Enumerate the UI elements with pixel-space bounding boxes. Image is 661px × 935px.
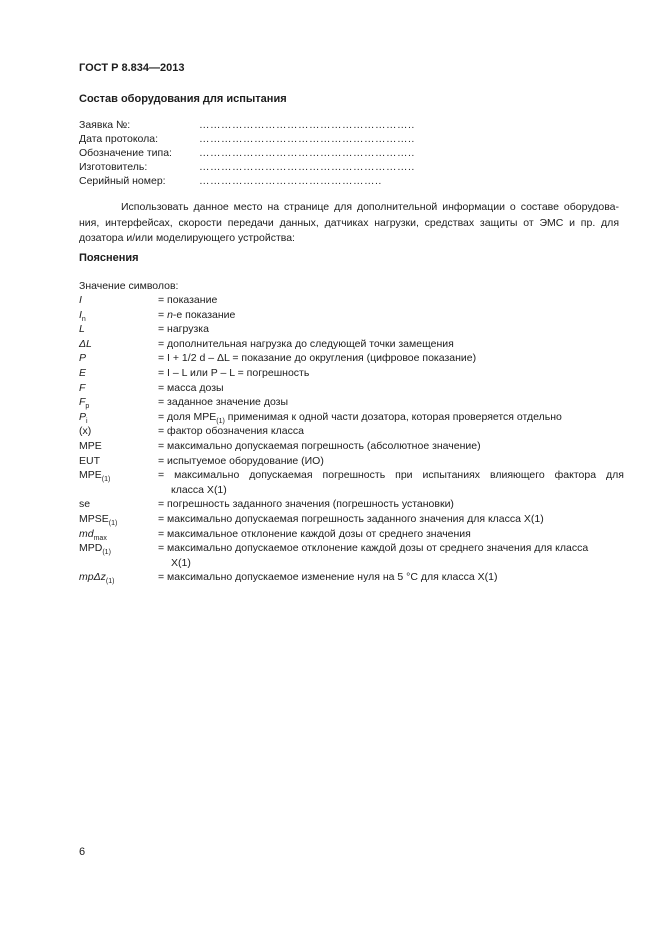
form-fill-line: ………………………………………………….. bbox=[199, 161, 415, 173]
symbol-code: se bbox=[79, 498, 91, 511]
form-fill-line: ………………………………………………….. bbox=[199, 133, 415, 145]
symbol-row bbox=[79, 454, 624, 469]
form-row-serial bbox=[79, 174, 599, 188]
symbol-row bbox=[79, 439, 624, 454]
symbol-code: $MPD_{(1)}$ bbox=[79, 542, 111, 557]
standard-number: ГОСТ Р 8.834—2013 bbox=[79, 62, 185, 74]
symbol-row bbox=[79, 570, 624, 585]
symbol-row bbox=[79, 512, 624, 527]
symbol-row bbox=[79, 308, 624, 323]
form-label: Серийный номер: bbox=[79, 175, 166, 187]
symbol-definition: = показание bbox=[158, 294, 218, 306]
symbol-row bbox=[79, 468, 624, 497]
symbol-definition: = погрешность заданного значения (погрешность установки) bbox=[158, 498, 454, 511]
page-number: 6 bbox=[79, 846, 86, 858]
form-row-manufacturer bbox=[79, 160, 599, 174]
section-title-explanations: Пояснения bbox=[79, 252, 139, 264]
form-label: Дата протокола: bbox=[79, 133, 159, 145]
symbol-code: $F_p$ bbox=[79, 396, 90, 411]
symbol-definition: = дополнительная нагрузка до следующей точки замещения bbox=[158, 337, 454, 350]
symbol-row bbox=[79, 366, 624, 381]
symbol-row bbox=[79, 293, 624, 308]
symbol-code: P bbox=[79, 352, 87, 365]
symbol-code: $P_i$ bbox=[79, 410, 88, 425]
symbol-row bbox=[79, 541, 624, 570]
info-form bbox=[79, 118, 599, 188]
symbol-row bbox=[79, 381, 624, 396]
symbol-code: (x) bbox=[79, 425, 92, 438]
symbol-definition: = I – L или P – L = погрешность bbox=[158, 366, 310, 379]
symbol-definition: = испытуемое оборудование (ИО) bbox=[158, 454, 324, 467]
form-label: Обозначение типа: bbox=[79, 147, 172, 159]
symbol-definition: = масса дозы bbox=[158, 381, 224, 394]
symbol-definition: = максимально допускаемое отклонение каждой дозы от среднего значения для класса X(1) bbox=[158, 542, 589, 569]
symbol-code: L bbox=[79, 323, 85, 336]
symbol-code: MPE bbox=[79, 439, 102, 452]
symbol-definition: = n-е показание bbox=[158, 308, 236, 321]
symbol-code: $MPE_{(1)}$ bbox=[79, 469, 111, 484]
symbol-row bbox=[79, 497, 624, 512]
symbol-code: E bbox=[79, 366, 87, 379]
form-fill-line: ………………………………………….. bbox=[199, 175, 382, 187]
form-row-application bbox=[79, 118, 599, 132]
form-fill-line: ………………………………………………….. bbox=[199, 147, 415, 159]
symbol-definition: = максимальное отклонение каждой дозы от среднего значения bbox=[158, 527, 471, 540]
symbol-code: ΔL bbox=[79, 337, 92, 350]
symbol-definition: = I + 1/2 d – ΔL = показание до округления (цифровое показание) bbox=[158, 352, 477, 365]
symbol-definition: = нагрузка bbox=[158, 323, 209, 336]
symbols-list bbox=[79, 293, 624, 585]
symbol-code: F bbox=[79, 381, 86, 394]
symbol-code: $md_{max}$ bbox=[79, 527, 107, 542]
section-title-equipment: Состав оборудования для испытания bbox=[79, 93, 287, 105]
form-row-protocol-date bbox=[79, 132, 599, 146]
symbol-code: $I_n$ bbox=[79, 308, 86, 323]
symbol-row bbox=[79, 410, 624, 425]
paragraph-text: Использовать данное место на странице для дополнительной информации о составе оборудова-ния, интерфейсах, скорости передачи данных, датчиках нагрузки, средствах защиты от ЭМС и пр. для дозатора и/или моделирующего устройства: bbox=[79, 201, 619, 244]
symbol-row bbox=[79, 322, 624, 337]
symbol-row bbox=[79, 395, 624, 410]
symbol-row bbox=[79, 424, 624, 439]
symbol-definition: = фактор обозначения класса bbox=[158, 425, 304, 438]
symbol-definition: = максимально допускаемая погрешность (абсолютное значение) bbox=[158, 439, 481, 452]
symbol-code: mpΔz$_{(1)}$ bbox=[79, 571, 115, 586]
symbol-code: EUT bbox=[79, 454, 100, 467]
symbol-definition: = доля $MPE_{(1)}$ применимая к одной части дозатора, которая проверяется отдельно bbox=[158, 410, 562, 425]
form-fill-line: ………………………………………………….. bbox=[199, 119, 415, 131]
additional-info-paragraph bbox=[79, 200, 619, 247]
symbol-row bbox=[79, 337, 624, 352]
symbol-row bbox=[79, 527, 624, 542]
symbol-definition: = максимально допускаемая погрешность заданного значения для класса X(1) bbox=[158, 512, 544, 525]
form-row-type bbox=[79, 146, 599, 160]
symbol-definition: = максимально допускаемое изменение нуля на 5 °C для класса X(1) bbox=[158, 571, 498, 584]
symbol-definition: = заданное значение дозы bbox=[158, 396, 289, 409]
form-label: Изготовитель: bbox=[79, 161, 148, 173]
form-label: Заявка №: bbox=[79, 119, 131, 131]
symbol-code: $MPSE_{(1)}$ bbox=[79, 512, 118, 527]
symbol-row bbox=[79, 351, 624, 366]
symbols-intro: Значение символов: bbox=[79, 280, 179, 292]
symbol-definition: = максимально допускаемая погрешность при испытаниях влияющего фактора для класса X(1) bbox=[158, 469, 624, 496]
symbol-code: I bbox=[79, 294, 82, 306]
